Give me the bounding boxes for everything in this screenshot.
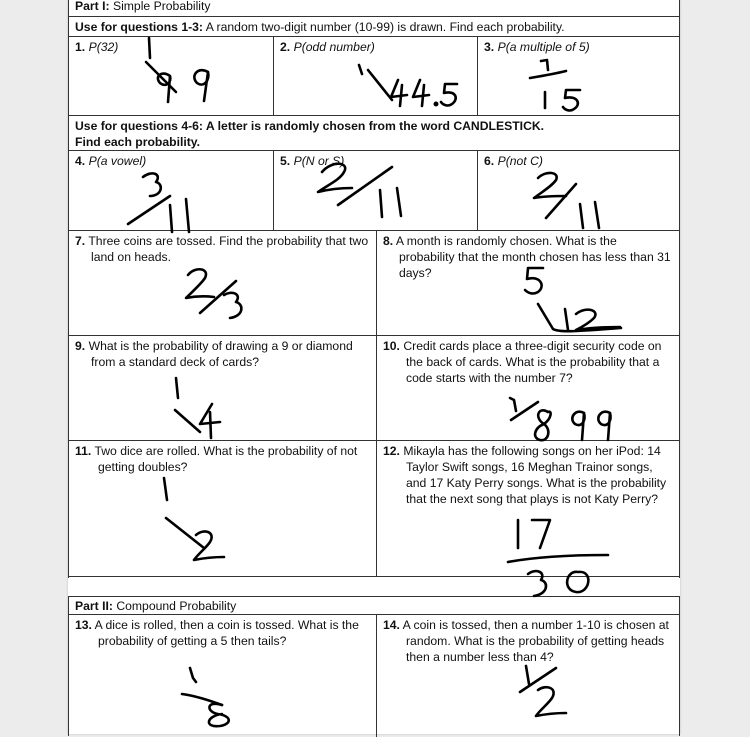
- q14-text: A coin is tossed, then a number 1-10 is chosen at random. What is the probability of getting heads then a number less than 4?: [402, 618, 669, 664]
- q11-text: Two dice are rolled. What is the probability of not getting doubles?: [94, 444, 358, 474]
- handwritten-answer-q9: [175, 378, 220, 438]
- q7-number: 7.: [75, 234, 86, 248]
- q8-number: 8.: [383, 234, 394, 248]
- q4-text: P(a vowel): [88, 154, 147, 168]
- q1-text: P(32): [88, 40, 119, 54]
- q1-number: 1.: [75, 40, 86, 54]
- handwritten-answer-q3: [530, 60, 580, 110]
- handwritten-answer-q8: [525, 268, 621, 331]
- handwritten-answer-q2: [359, 65, 457, 106]
- group2-line2: Find each probability.: [75, 135, 201, 149]
- q3-text: P(a multiple of 5): [497, 40, 590, 54]
- handwritten-answer-q11: [164, 478, 224, 560]
- q5-number: 5.: [280, 154, 291, 168]
- q6-text: P(not C): [497, 154, 543, 168]
- handwritten-answer-q13: [182, 668, 229, 726]
- q5-text: P(N or S): [293, 154, 345, 168]
- group2-line1: Use for questions 4-6: A letter is randomly chosen from the word CANDLESTICK.: [75, 119, 545, 133]
- part2-label: Part II:: [75, 599, 113, 613]
- part1-title: Simple Probability: [112, 0, 211, 13]
- q10-number: 10.: [383, 339, 400, 353]
- group1-text: A random two-digit number (10-99) is drawn. Find each probability.: [205, 20, 565, 34]
- q13-text: A dice is rolled, then a coin is tossed. What is the probability of getting a 5 then tails?: [94, 618, 359, 648]
- handwritten-answer-q6: [534, 173, 599, 228]
- handwritten-answer-q4: [128, 173, 189, 232]
- q9-number: 9.: [75, 339, 86, 353]
- handwritten-answer-q7: [186, 269, 241, 318]
- q4-number: 4.: [75, 154, 86, 168]
- q13-number: 13.: [75, 618, 92, 632]
- handwritten-answer-q10: [510, 398, 611, 440]
- q2-number: 2.: [280, 40, 291, 54]
- group1-lead: Use for questions 1-3:: [75, 20, 203, 34]
- q6-number: 6.: [484, 154, 495, 168]
- handwritten-answer-q5: [318, 164, 401, 217]
- handwritten-answer-q1: [146, 38, 208, 102]
- handwritten-answer-q14: [520, 666, 566, 716]
- q3-number: 3.: [484, 40, 495, 54]
- q9-text: What is the probability of drawing a 9 or diamond from a standard deck of cards?: [88, 339, 353, 369]
- part2-title: Compound Probability: [116, 599, 237, 613]
- q12-text: Mikayla has the following songs on her iPod: 14 Taylor Swift songs, 16 Meghan Trainor songs, and 17 Katy Perry songs. What is the probability that the next song that plays is not Katy Perry?: [403, 444, 667, 506]
- q8-text: A month is randomly chosen. What is the probability that the month chosen has less than 31 days?: [395, 234, 671, 280]
- q10-text: Credit cards place a three-digit security code on the back of cards. What is the probability that a code starts with the number 7?: [403, 339, 662, 385]
- q14-number: 14.: [383, 618, 400, 632]
- q7-text: Three coins are tossed. Find the probability that two land on heads.: [88, 234, 369, 264]
- handwritten-answer-q12: [508, 520, 608, 596]
- q12-number: 12.: [383, 444, 400, 458]
- q2-text: P(odd number): [293, 40, 375, 54]
- part1-label: Part I:: [75, 0, 110, 13]
- q11-number: 11.: [75, 444, 92, 458]
